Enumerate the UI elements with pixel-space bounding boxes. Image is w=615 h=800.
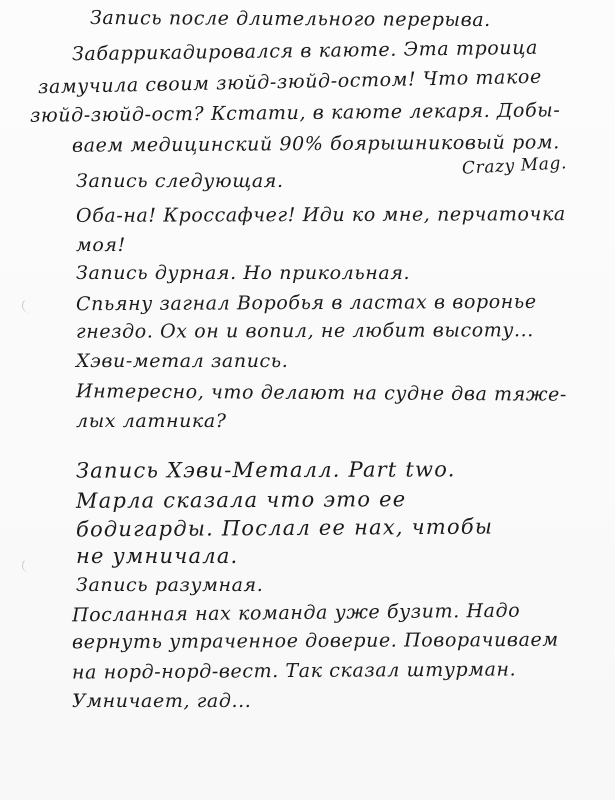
entry-title-5: Запись Хэви-Металл. Part two. <box>75 457 456 483</box>
entry-title-2: Запись следующая. <box>76 170 284 192</box>
entry-text-line: вернуть утраченное доверие. Поворачиваем <box>71 628 559 654</box>
entry-text-line: на норд-норд-вест. Так сказал штурман. <box>71 658 517 684</box>
entry-text-line: зюйд-зюйд-ост? Кстати, в каюте лекаря. Добы- <box>29 99 561 127</box>
punch-hole-top <box>22 298 37 313</box>
punch-hole-bottom <box>22 558 37 573</box>
entry-title-3: Запись дурная. Но прикольная. <box>76 262 411 284</box>
entry-text-line: Спьяну загнал Воробья в ластах в воронье <box>75 290 537 316</box>
entry-text-line: Марла сказала что это ее <box>75 487 407 513</box>
entry-text-line: замучила своим зюйд-зюйд-остом! Что такое <box>37 65 543 99</box>
entry-text-line: бодигарды. Послал ее нах, чтобы <box>75 514 494 542</box>
entry-title-1: Запись после длительного перерыва. <box>89 6 491 32</box>
entry-text-line: Интересно, что делают на судне два тяже- <box>75 380 568 406</box>
entry-text-line: Посланная нах команда уже бузит. Надо <box>71 599 521 627</box>
entry-title-4: Хэви-метал запись. <box>76 350 289 372</box>
entry-text-line: лых латника? <box>76 410 227 432</box>
entry-text-line: ваем медицинский 90% боярышниковый ром. <box>71 131 560 157</box>
entry-text-line: Оба-на! Кроссафчег! Иди ко мне, перчаточка <box>75 203 566 227</box>
entry-text-line: Умничает, гад... <box>72 690 252 712</box>
entry-text-line: Забаррикадировался в каюте. Эта троица <box>71 36 539 66</box>
entry-text-line: не умничала. <box>76 544 239 568</box>
entry-text-line: гнездо. Ох он и вопил, не любит высоту... <box>75 319 534 343</box>
signature: Crazy Mag. <box>461 153 568 179</box>
entry-title-6: Запись разумная. <box>76 574 264 596</box>
entry-text-line: моя! <box>76 234 126 256</box>
